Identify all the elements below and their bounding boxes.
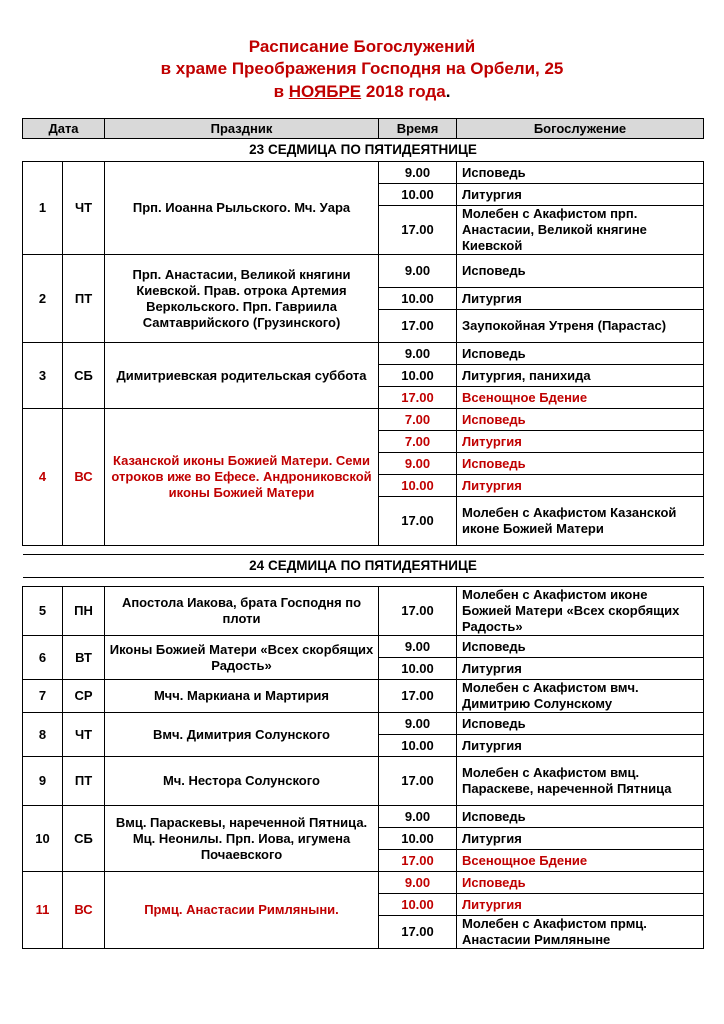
section-title: 23 СЕДМИЦА ПО ПЯТИДЕЯТНИЦЕ (23, 139, 704, 162)
service-name: Литургия (457, 828, 704, 850)
feast-name: Прп. Иоанна Рыльского. Мч. Уара (105, 162, 379, 255)
service-time: 10.00 (379, 475, 457, 497)
day-number: 8 (23, 713, 63, 757)
schedule-row (23, 409, 704, 431)
day-number: 2 (23, 255, 63, 343)
header-row (23, 119, 704, 139)
weekday: ЧТ (63, 162, 105, 255)
title-line-1: Расписание Богослужений (248, 37, 476, 56)
feast-name: Вмц. Параскевы, нареченной Пятница. Мц. Неонилы. Прп. Иова, игумена Почаевского (105, 806, 379, 872)
service-name: Литургия (457, 431, 704, 453)
service-time: 9.00 (379, 162, 457, 184)
service-time: 10.00 (379, 365, 457, 387)
service-name: Молебен с Акафистом вмч. Димитрию Солунскому (457, 680, 704, 713)
day-number: 11 (23, 872, 63, 949)
weekday: ВТ (63, 636, 105, 680)
service-time: 9.00 (379, 713, 457, 735)
schedule-table (22, 118, 704, 949)
spacer-row (23, 546, 704, 555)
service-time: 9.00 (379, 872, 457, 894)
schedule-row (23, 587, 704, 636)
day-number: 6 (23, 636, 63, 680)
feast-name: Иконы Божией Матери «Всех скорбящих Радость» (105, 636, 379, 680)
service-name: Литургия (457, 288, 704, 310)
title-year: 2018 года (361, 82, 446, 101)
day-number: 5 (23, 587, 63, 636)
service-name: Всенощное Бдение (457, 387, 704, 409)
service-time: 9.00 (379, 806, 457, 828)
service-name: Исповедь (457, 636, 704, 658)
service-name: Исповедь (457, 343, 704, 365)
service-name: Исповедь (457, 409, 704, 431)
weekday: СР (63, 680, 105, 713)
feast-name: Мч. Нестора Солунского (105, 757, 379, 806)
weekday: ПТ (63, 757, 105, 806)
service-name: Литургия (457, 184, 704, 206)
service-name: Исповедь (457, 872, 704, 894)
service-time: 9.00 (379, 255, 457, 288)
service-time: 9.00 (379, 343, 457, 365)
header-feast: Праздник (105, 119, 379, 139)
service-name: Исповедь (457, 806, 704, 828)
service-name: Заупокойная Утреня (Парастас) (457, 310, 704, 343)
feast-name: Казанской иконы Божией Матери. Семи отроков иже во Ефесе. Андрониковской иконы Божией Матери (105, 409, 379, 546)
schedule-row (23, 636, 704, 658)
schedule-row (23, 343, 704, 365)
schedule-row (23, 255, 704, 288)
section-row (23, 555, 704, 578)
service-time: 17.00 (379, 587, 457, 636)
service-time: 10.00 (379, 288, 457, 310)
spacer-row (23, 578, 704, 587)
service-time: 10.00 (379, 735, 457, 757)
service-name: Исповедь (457, 255, 704, 288)
day-number: 3 (23, 343, 63, 409)
spacer-cell (23, 546, 704, 555)
service-time: 9.00 (379, 453, 457, 475)
schedule-row (23, 680, 704, 713)
schedule-row (23, 806, 704, 828)
title-prefix: в (273, 82, 289, 101)
service-name: Исповедь (457, 162, 704, 184)
header-date: Дата (23, 119, 105, 139)
service-time: 17.00 (379, 757, 457, 806)
service-name: Молебен с Акафистом прмц. Анастасии Римляныне (457, 916, 704, 949)
service-time: 9.00 (379, 636, 457, 658)
service-name: Литургия (457, 475, 704, 497)
service-time: 17.00 (379, 850, 457, 872)
title-line-2: в храме Преображения Господня на Орбели, 25 (160, 59, 564, 78)
feast-name: Прп. Анастасии, Великой княгини Киевской. Прав. отрока Артемия Веркольского. Прп. Гавриила Самтаврийского (Грузинского) (105, 255, 379, 343)
section-row (23, 139, 704, 162)
service-time: 7.00 (379, 431, 457, 453)
section-title: 24 СЕДМИЦА ПО ПЯТИДЕЯТНИЦЕ (23, 555, 704, 578)
service-time: 17.00 (379, 310, 457, 343)
day-number: 4 (23, 409, 63, 546)
title-dot: . (445, 82, 451, 101)
title-month: НОЯБРЕ (288, 82, 362, 101)
feast-name: Мчч. Маркиана и Мартирия (105, 680, 379, 713)
service-name: Молебен с Акафистом вмц. Параскеве, нареченной Пятница (457, 757, 704, 806)
schedule-row (23, 757, 704, 806)
weekday: СБ (63, 806, 105, 872)
service-time: 17.00 (379, 206, 457, 255)
service-name: Литургия (457, 735, 704, 757)
feast-name: Апостола Иакова, брата Господня по плоти (105, 587, 379, 636)
header-time: Время (379, 119, 457, 139)
service-name: Литургия (457, 894, 704, 916)
service-time: 17.00 (379, 680, 457, 713)
service-name: Исповедь (457, 713, 704, 735)
day-number: 9 (23, 757, 63, 806)
weekday: ПТ (63, 255, 105, 343)
weekday: ПН (63, 587, 105, 636)
service-name: Литургия, панихида (457, 365, 704, 387)
service-name: Молебен с Акафистом иконе Божией Матери «Всех скорбящих Радость» (457, 587, 704, 636)
title-line-3 (0, 81, 724, 102)
service-time: 10.00 (379, 894, 457, 916)
feast-name: Вмч. Димитрия Солунского (105, 713, 379, 757)
schedule-row (23, 162, 704, 184)
service-name: Молебен с Акафистом Казанской иконе Божией Матери (457, 497, 704, 546)
service-time: 10.00 (379, 184, 457, 206)
header-service: Богослужение (457, 119, 704, 139)
day-number: 1 (23, 162, 63, 255)
service-name: Всенощное Бдение (457, 850, 704, 872)
day-number: 7 (23, 680, 63, 713)
service-name: Исповедь (457, 453, 704, 475)
service-time: 17.00 (379, 497, 457, 546)
spacer-cell (23, 578, 704, 587)
service-name: Молебен с Акафистом прп. Анастасии, Великой княгине Киевской (457, 206, 704, 255)
service-time: 7.00 (379, 409, 457, 431)
service-name: Литургия (457, 658, 704, 680)
service-time: 17.00 (379, 387, 457, 409)
weekday: ВС (63, 872, 105, 949)
schedule-body (23, 139, 704, 949)
feast-name: Димитриевская родительская суббота (105, 343, 379, 409)
schedule-row (23, 713, 704, 735)
service-time: 10.00 (379, 828, 457, 850)
service-time: 10.00 (379, 658, 457, 680)
weekday: ВС (63, 409, 105, 546)
feast-name: Прмц. Анастасии Римляныни. (105, 872, 379, 949)
weekday: СБ (63, 343, 105, 409)
weekday: ЧТ (63, 713, 105, 757)
service-time: 17.00 (379, 916, 457, 949)
day-number: 10 (23, 806, 63, 872)
schedule-row (23, 872, 704, 894)
